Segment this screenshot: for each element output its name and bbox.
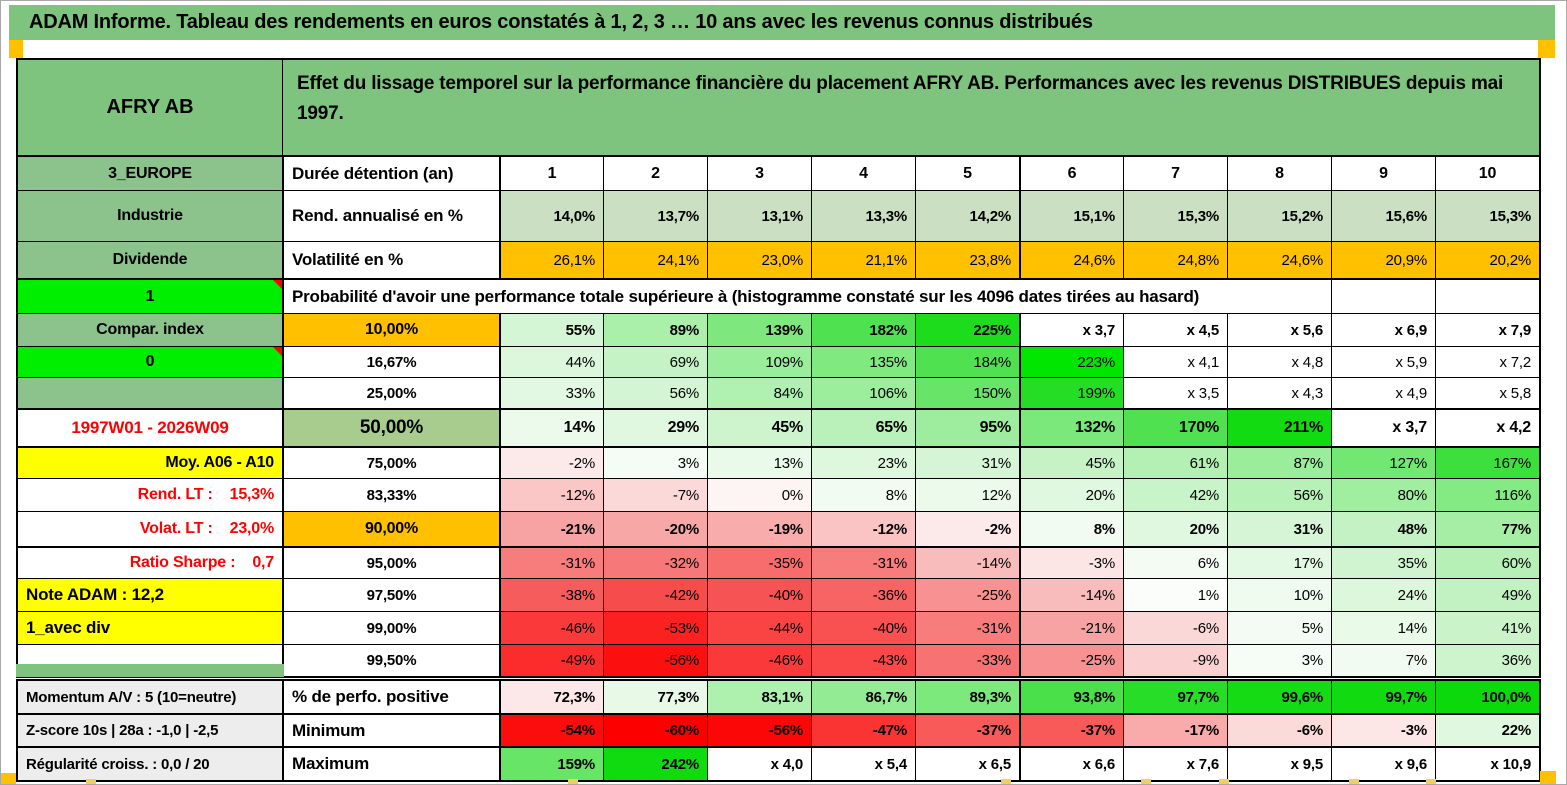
data-cell[interactable]: 15,6% [1331,191,1435,241]
table-row [18,746,1539,780]
table-row [18,346,1539,377]
table-row [18,713,1539,746]
row-label[interactable]: Moy. A06 - A10 [18,448,282,478]
data-cell[interactable]: 21,1% [811,242,915,278]
data-cell[interactable]: 17% [1227,548,1331,578]
data-cell[interactable]: 72,3% [499,681,603,713]
data-cell[interactable]: -6% [1123,612,1227,644]
data-cell[interactable]: 9 [1331,157,1435,190]
data-cell[interactable]: -43% [811,645,915,676]
data-cell[interactable]: x 9,5 [1227,748,1331,780]
data-cell[interactable]: -19% [707,512,811,546]
data-cell[interactable]: 6% [1123,548,1227,578]
row-label[interactable]: Industrie [18,191,282,241]
data-cell[interactable]: -20% [603,512,707,546]
data-cell[interactable]: 33% [499,378,603,408]
data-cell[interactable]: 2 [603,157,707,190]
description-cell[interactable]: Effet du lissage temporel sur la performance financière du placement AFRY AB. Performances avec les revenus DISTRIBUES depuis mai 1997. [283,60,1539,155]
row-label[interactable]: Dividende [18,242,282,278]
metric-label[interactable]: Durée détention (an) [282,157,499,190]
data-cell[interactable]: -33% [915,645,1019,676]
metric-label[interactable]: 95,00% [282,548,499,578]
metric-label[interactable]: 25,00% [282,378,499,408]
data-cell[interactable]: 20% [1019,479,1123,511]
hidden-marker [1219,779,1229,784]
data-cell[interactable]: x 6,6 [1019,748,1123,780]
table-row [18,611,1539,644]
metric-label[interactable]: 97,50% [282,579,499,611]
row-label[interactable]: Note ADAM : 12,2 [18,579,282,611]
data-cell[interactable]: x 4,9 [1331,378,1435,408]
data-cell[interactable]: 223% [1019,347,1123,377]
data-cell[interactable]: 3% [1227,645,1331,676]
data-cell[interactable]: -31% [499,548,603,578]
data-cell[interactable]: -7% [603,479,707,511]
data-cell[interactable]: 170% [1123,410,1227,446]
table-row [18,546,1539,578]
data-cell[interactable]: -21% [1019,612,1123,644]
data-cell[interactable]: -3% [1331,715,1435,746]
data-cell[interactable]: 80% [1331,479,1435,511]
data-cell[interactable]: 5% [1227,612,1331,644]
row-label[interactable] [18,378,282,408]
data-cell[interactable]: x 9,6 [1331,748,1435,780]
data-cell[interactable]: 29% [603,410,707,446]
data-cell[interactable]: 93,8% [1019,681,1123,713]
data-cell[interactable]: -46% [707,645,811,676]
data-cell[interactable]: 87% [1227,448,1331,478]
data-cell[interactable]: 99,6% [1227,681,1331,713]
data-cell[interactable]: 77% [1435,512,1539,546]
data-cell[interactable]: x 4,5 [1123,314,1227,346]
data-cell[interactable]: -21% [499,512,603,546]
data-cell[interactable]: 242% [603,748,707,780]
data-cell[interactable]: 26,1% [499,242,603,278]
data-cell[interactable]: -56% [603,645,707,676]
data-cell[interactable]: x 6,5 [915,748,1019,780]
hidden-marker [568,779,578,784]
data-cell[interactable]: 10% [1227,579,1331,611]
ticker-cell[interactable]: AFRY AB [18,60,283,155]
data-cell[interactable]: 13,1% [707,191,811,241]
table-row [18,681,1539,713]
data-cell[interactable]: 10 [1435,157,1539,190]
data-cell[interactable]: 56% [603,378,707,408]
data-cell[interactable]: -31% [811,548,915,578]
metric-label[interactable]: 75,00% [282,448,499,478]
data-cell[interactable]: 45% [1019,448,1123,478]
hidden-marker [1001,779,1011,784]
hidden-marker [86,779,96,784]
data-cell[interactable]: -3% [1019,548,1123,578]
data-cell[interactable]: -46% [499,612,603,644]
data-cell[interactable]: 7 [1123,157,1227,190]
data-cell[interactable]: 65% [811,410,915,446]
data-cell[interactable]: -36% [811,579,915,611]
data-cell[interactable]: -2% [499,448,603,478]
metric-label[interactable]: Maximum [282,748,499,780]
data-cell[interactable]: -44% [707,612,811,644]
data-cell[interactable]: -37% [1019,715,1123,746]
table-row [18,190,1539,241]
data-cell[interactable]: 12% [915,479,1019,511]
metric-label[interactable]: Minimum [282,715,499,746]
data-cell[interactable]: 8 [1227,157,1331,190]
data-cell[interactable]: 20,9% [1331,242,1435,278]
data-cell[interactable]: -25% [915,579,1019,611]
data-cell[interactable]: 14,0% [499,191,603,241]
data-cell[interactable]: 13,3% [811,191,915,241]
data-cell[interactable]: x 4,1 [1123,347,1227,377]
data-cell[interactable]: -6% [1227,715,1331,746]
metric-label[interactable]: 50,00% [282,410,499,446]
data-cell[interactable]: 13% [707,448,811,478]
data-cell[interactable]: 100,0% [1435,681,1539,713]
data-cell[interactable]: -54% [499,715,603,746]
table-row [18,578,1539,611]
table-row [18,313,1539,346]
data-cell[interactable]: 44% [499,347,603,377]
data-cell[interactable]: 1 [499,157,603,190]
data-cell[interactable]: -17% [1123,715,1227,746]
table-row [18,377,1539,408]
row-label[interactable]: Momentum A/V : 5 (10=neutre) [18,681,282,713]
data-cell[interactable] [1331,280,1435,313]
data-cell[interactable]: 139% [707,314,811,346]
print-area-marker-top-right [1538,40,1555,58]
data-cell[interactable]: 15,3% [1123,191,1227,241]
data-cell[interactable]: -60% [603,715,707,746]
data-cell[interactable]: 15,3% [1435,191,1539,241]
data-cell[interactable]: -35% [707,548,811,578]
data-cell[interactable]: x 5,9 [1331,347,1435,377]
data-cell[interactable]: -14% [1019,579,1123,611]
data-cell[interactable]: 24,1% [603,242,707,278]
data-cell[interactable]: -31% [915,612,1019,644]
comment-indicator-icon [273,347,282,356]
data-cell[interactable]: x 4,0 [707,748,811,780]
data-cell[interactable]: 24,8% [1123,242,1227,278]
row-label[interactable]: Volat. LT : 23,0% [18,512,282,546]
data-cell[interactable]: 31% [915,448,1019,478]
row-label[interactable]: 0 [18,347,282,377]
data-cell[interactable]: x 10,9 [1435,748,1539,780]
row-label[interactable]: 1997W01 - 2026W09 [18,410,282,446]
data-cell[interactable]: 8% [1019,512,1123,546]
row-label[interactable]: Régularité croiss. : 0,0 / 20 [18,748,282,780]
data-cell[interactable]: 69% [603,347,707,377]
data-cell[interactable]: -12% [499,479,603,511]
data-cell[interactable]: -25% [1019,645,1123,676]
data-cell[interactable] [1435,280,1539,313]
data-cell[interactable]: 95% [915,410,1019,446]
data-cell[interactable]: -47% [811,715,915,746]
metric-label[interactable]: 99,50% [282,645,499,676]
data-cell[interactable]: -42% [603,579,707,611]
table-row [18,408,1539,446]
row-label[interactable]: 1 [18,280,282,313]
data-cell[interactable]: 20,2% [1435,242,1539,278]
table-row [18,278,1539,313]
print-area-marker-bottom-right [1540,771,1556,785]
data-cell[interactable]: x 5,8 [1435,378,1539,408]
row-label[interactable]: Z-score 10s | 28a : -1,0 | -2,5 [18,715,282,746]
data-cell[interactable]: -14% [915,548,1019,578]
data-cell[interactable]: 135% [811,347,915,377]
data-cell[interactable]: 97,7% [1123,681,1227,713]
data-cell[interactable]: x 7,9 [1435,314,1539,346]
data-cell[interactable]: -37% [915,715,1019,746]
metric-label[interactable]: 83,33% [282,479,499,511]
hidden-marker [1141,779,1151,784]
report-title: ADAM Informe. Tableau des rendements en euros constatés à 1, 2, 3 … 10 ans avec les revenus connus distribués [29,11,1093,33]
data-cell[interactable]: x 3,7 [1019,314,1123,346]
data-cell[interactable]: 15,1% [1019,191,1123,241]
data-cell[interactable]: 60% [1435,548,1539,578]
data-cell[interactable]: -53% [603,612,707,644]
row-label[interactable]: 1_avec div [18,612,282,644]
data-cell[interactable]: 84% [707,378,811,408]
data-cell[interactable]: x 4,2 [1435,410,1539,446]
data-cell[interactable]: 6 [1019,157,1123,190]
data-cell[interactable]: x 3,7 [1331,410,1435,446]
data-cell[interactable]: -2% [915,512,1019,546]
data-cell[interactable]: 184% [915,347,1019,377]
data-cell[interactable]: 14% [1331,612,1435,644]
data-cell[interactable]: 55% [499,314,603,346]
metric-label[interactable]: % de perfo. positive [282,681,499,713]
table-row [18,478,1539,511]
data-cell[interactable]: 225% [915,314,1019,346]
data-cell[interactable]: -40% [811,612,915,644]
data-cell[interactable]: 106% [811,378,915,408]
data-cell[interactable]: x 7,6 [1123,748,1227,780]
data-cell[interactable]: 24,6% [1019,242,1123,278]
data-cell[interactable]: 14% [499,410,603,446]
data-cell[interactable]: 4 [811,157,915,190]
data-cell[interactable]: x 6,9 [1331,314,1435,346]
data-cell[interactable]: 132% [1019,410,1123,446]
probability-header-cell[interactable]: Probabilité d'avoir une performance totale supérieure à (histogramme constaté sur les 4096 dates tirées au hasard) [282,280,1331,313]
data-cell[interactable]: 3 [707,157,811,190]
metric-label[interactable]: Rend. annualisé en % [282,191,499,241]
data-cell[interactable]: 24% [1331,579,1435,611]
data-cell[interactable]: -40% [707,579,811,611]
print-area-marker-bottom-left [1,773,16,785]
data-cell[interactable]: 22% [1435,715,1539,746]
hidden-marker [1426,779,1436,784]
data-cell[interactable]: 182% [811,314,915,346]
data-cell[interactable]: 159% [499,748,603,780]
data-cell[interactable]: x 5,4 [811,748,915,780]
data-cell[interactable]: x 3,5 [1123,378,1227,408]
data-cell[interactable]: x 4,3 [1227,378,1331,408]
data-cell[interactable]: 3% [603,448,707,478]
data-cell[interactable]: 83,1% [707,681,811,713]
data-cell[interactable]: x 4,8 [1227,347,1331,377]
data-cell[interactable]: -9% [1123,645,1227,676]
data-cell[interactable]: 24,6% [1227,242,1331,278]
table-row [18,446,1539,478]
data-cell[interactable]: 127% [1331,448,1435,478]
data-cell[interactable]: 49% [1435,579,1539,611]
data-cell[interactable]: 23% [811,448,915,478]
data-cell[interactable]: 116% [1435,479,1539,511]
data-cell[interactable]: 77,3% [603,681,707,713]
data-cell[interactable]: 0% [707,479,811,511]
data-cell[interactable]: 211% [1227,410,1331,446]
data-cell[interactable]: 1% [1123,579,1227,611]
data-cell[interactable]: x 7,2 [1435,347,1539,377]
data-cell[interactable]: 23,0% [707,242,811,278]
data-cell[interactable]: 15,2% [1227,191,1331,241]
row-label[interactable]: 3_EUROPE [18,157,282,190]
data-cell[interactable]: -12% [811,512,915,546]
data-cell[interactable]: 109% [707,347,811,377]
data-cell[interactable]: 48% [1331,512,1435,546]
metric-label[interactable]: 16,67% [282,347,499,377]
comment-indicator-icon [273,280,282,289]
data-cell[interactable]: 41% [1435,612,1539,644]
data-cell[interactable]: 86,7% [811,681,915,713]
data-cell[interactable]: -49% [499,645,603,676]
data-cell[interactable]: 99,7% [1331,681,1435,713]
data-cell[interactable]: 5 [915,157,1019,190]
row-label[interactable]: Rend. LT : 15,3% [18,479,282,511]
metric-label[interactable]: Volatilité en % [282,242,499,278]
data-cell[interactable]: 20% [1123,512,1227,546]
data-cell[interactable]: x 5,6 [1227,314,1331,346]
hidden-marker [1349,779,1359,784]
header-block [16,58,1541,157]
data-cell[interactable]: 14,2% [915,191,1019,241]
row-label[interactable]: Compar. index [18,314,282,346]
data-cell[interactable]: 35% [1331,548,1435,578]
data-cell[interactable]: 23,8% [915,242,1019,278]
data-cell[interactable]: 36% [1435,645,1539,676]
data-cell[interactable]: 56% [1227,479,1331,511]
data-cell[interactable]: 89% [603,314,707,346]
metric-label[interactable]: 99,00% [282,612,499,644]
data-cell[interactable]: -38% [499,579,603,611]
data-cell[interactable]: 45% [707,410,811,446]
data-cell[interactable]: 150% [915,378,1019,408]
data-cell[interactable]: 199% [1019,378,1123,408]
metric-label[interactable]: 90,00% [282,512,499,546]
metric-label[interactable]: 10,00% [282,314,499,346]
separator-strip [16,664,284,677]
data-cell[interactable]: 13,7% [603,191,707,241]
data-cell[interactable]: 61% [1123,448,1227,478]
data-cell[interactable]: 89,3% [915,681,1019,713]
main-table [16,157,1541,678]
title-bar [9,5,1555,40]
table-row [18,241,1539,278]
data-cell[interactable]: -32% [603,548,707,578]
data-cell[interactable]: 7% [1331,645,1435,676]
print-area-marker-top-left [9,40,23,58]
data-cell[interactable]: 167% [1435,448,1539,478]
table-row [18,157,1539,190]
summary-table [16,679,1541,782]
data-cell[interactable]: 42% [1123,479,1227,511]
row-label[interactable]: Ratio Sharpe : 0,7 [18,548,282,578]
table-row [18,511,1539,546]
data-cell[interactable]: 31% [1227,512,1331,546]
data-cell[interactable]: 8% [811,479,915,511]
data-cell[interactable]: -56% [707,715,811,746]
